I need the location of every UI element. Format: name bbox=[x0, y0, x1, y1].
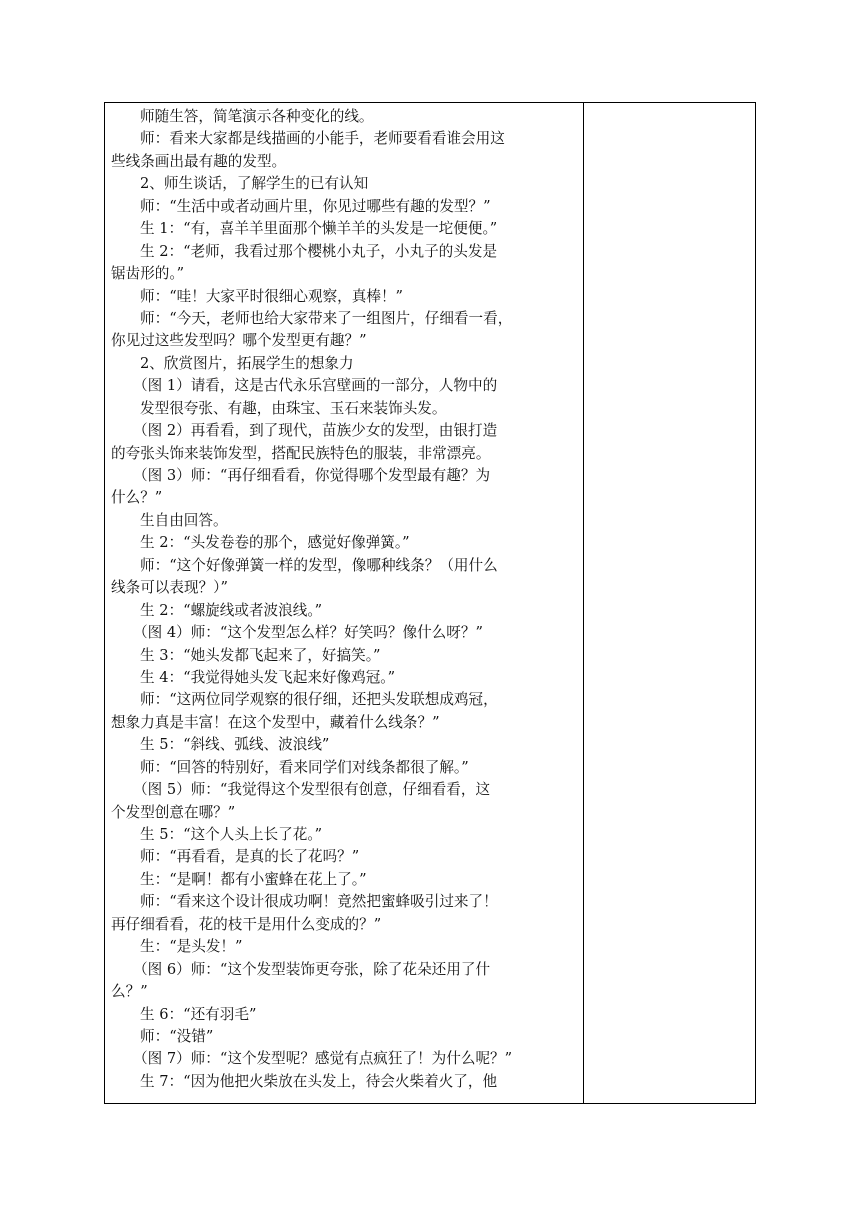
text-line: （图 5）师：“我觉得这个发型很有创意，仔细看看，这 bbox=[133, 781, 491, 799]
text-line: 师：“回答的特别好，看来同学们对线条都很了解。” bbox=[140, 758, 469, 776]
text-line: 2、师生谈话，了解学生的已有认知 bbox=[140, 175, 369, 193]
text-line: 生：“是头发！” bbox=[140, 938, 243, 956]
lesson-table bbox=[104, 102, 756, 1104]
text-line: 生 1：“有，喜羊羊里面那个懒羊羊的头发是一坨便便。” bbox=[140, 220, 498, 238]
text-line: 你见过这些发型吗？哪个发型更有趣？” bbox=[111, 332, 367, 350]
text-line: 师随生答，简笔演示各种变化的线。 bbox=[140, 108, 374, 125]
text-line: （图 1）请看，这是古代永乐宫壁画的一部分，人物中的 bbox=[133, 377, 498, 395]
text-line: 么？” bbox=[111, 983, 148, 1001]
text-line: 再仔细看看，花的枝干是用什么变成的？” bbox=[111, 915, 382, 933]
text-line: 线条可以表现？）” bbox=[111, 579, 228, 597]
text-line: （图 4）师：“这个发型怎么样？好笑吗？像什么呀？” bbox=[133, 624, 483, 642]
teaching-process-cell bbox=[105, 103, 584, 1103]
text-line: （图 2）再看看，到了现代，苗族少女的发型，由银打造 bbox=[133, 422, 498, 440]
text-line: 些线条画出最有趣的发型。 bbox=[111, 152, 287, 170]
text-line: 师：“生活中或者动画片里，你见过哪些有趣的发型？” bbox=[140, 197, 491, 215]
text-line: 什么？” bbox=[111, 489, 163, 507]
text-line: 师：“这两位同学观察的很仔细，还把头发联想成鸡冠， bbox=[140, 691, 498, 709]
text-line: 生 7：“因为他把火柴放在头发上，待会火柴着火了，他 bbox=[140, 1072, 498, 1090]
text-line: 发型很夸张、有趣，由珠宝、玉石来装饰头发。 bbox=[140, 399, 447, 417]
text-line: 生 2：“螺旋线或者波浪线。” bbox=[140, 601, 323, 619]
text-line: 生 2：“老师，我看过那个樱桃小丸子，小丸子的头发是 bbox=[140, 242, 498, 260]
text-line: 生自由回答。 bbox=[140, 511, 228, 529]
text-line: 师：“看来这个设计很成功啊！竟然把蜜蜂吸引过来了！ bbox=[140, 893, 498, 911]
text-line: （图 7）师：“这个发型呢？感觉有点疯狂了！为什么呢？” bbox=[133, 1050, 513, 1068]
text-line: 的夸张头饰来装饰发型，搭配民族特色的服装，非常漂亮。 bbox=[111, 444, 491, 462]
notes-cell bbox=[584, 103, 755, 1103]
text-line: 生 5：“这个人头上长了花。” bbox=[140, 826, 323, 843]
text-line: 师：“哇！大家平时很细心观察，真棒！” bbox=[140, 287, 404, 305]
text-line: 师：“再看看，是真的长了花吗？” bbox=[140, 848, 360, 866]
text-line: （图 3）师：“再仔细看看，你觉得哪个发型最有趣？为 bbox=[133, 467, 491, 484]
text-line: （图 6）师：“这个发型装饰更夸张，除了花朵还用了什 bbox=[133, 960, 491, 978]
text-line: 生 5：“斜线、弧线、波浪线” bbox=[140, 736, 330, 754]
text-line: 生 2：“头发卷卷的那个，感觉好像弹簧。” bbox=[140, 534, 410, 552]
text-line: 个发型创意在哪？” bbox=[111, 803, 236, 821]
text-line: 想象力真是丰富！在这个发型中，藏着什么线条？” bbox=[111, 713, 440, 731]
text-line: 生 4：“我觉得她头发飞起来好像鸡冠。” bbox=[140, 668, 396, 686]
text-line: 师：“今天，老师也给大家带来了一组图片，仔细看一看， bbox=[140, 309, 513, 327]
text-line: 生 3：“她头发都飞起来了，好搞笑。” bbox=[140, 646, 381, 664]
text-line: 师：“没错” bbox=[140, 1027, 214, 1045]
text-line: 2、欣赏图片，拓展学生的想象力 bbox=[140, 354, 354, 372]
text-line: 师：“这个好像弹簧一样的发型，像哪种线条？（用什么 bbox=[140, 556, 498, 574]
text-line: 生 6：“还有羽毛” bbox=[140, 1005, 257, 1023]
text-line: 锯齿形的。” bbox=[111, 265, 185, 283]
text-line: 师：看来大家都是线描画的小能手，老师要看看谁会用这 bbox=[140, 130, 505, 148]
text-line: 生：“是啊！都有小蜜蜂在花上了。” bbox=[140, 870, 367, 888]
